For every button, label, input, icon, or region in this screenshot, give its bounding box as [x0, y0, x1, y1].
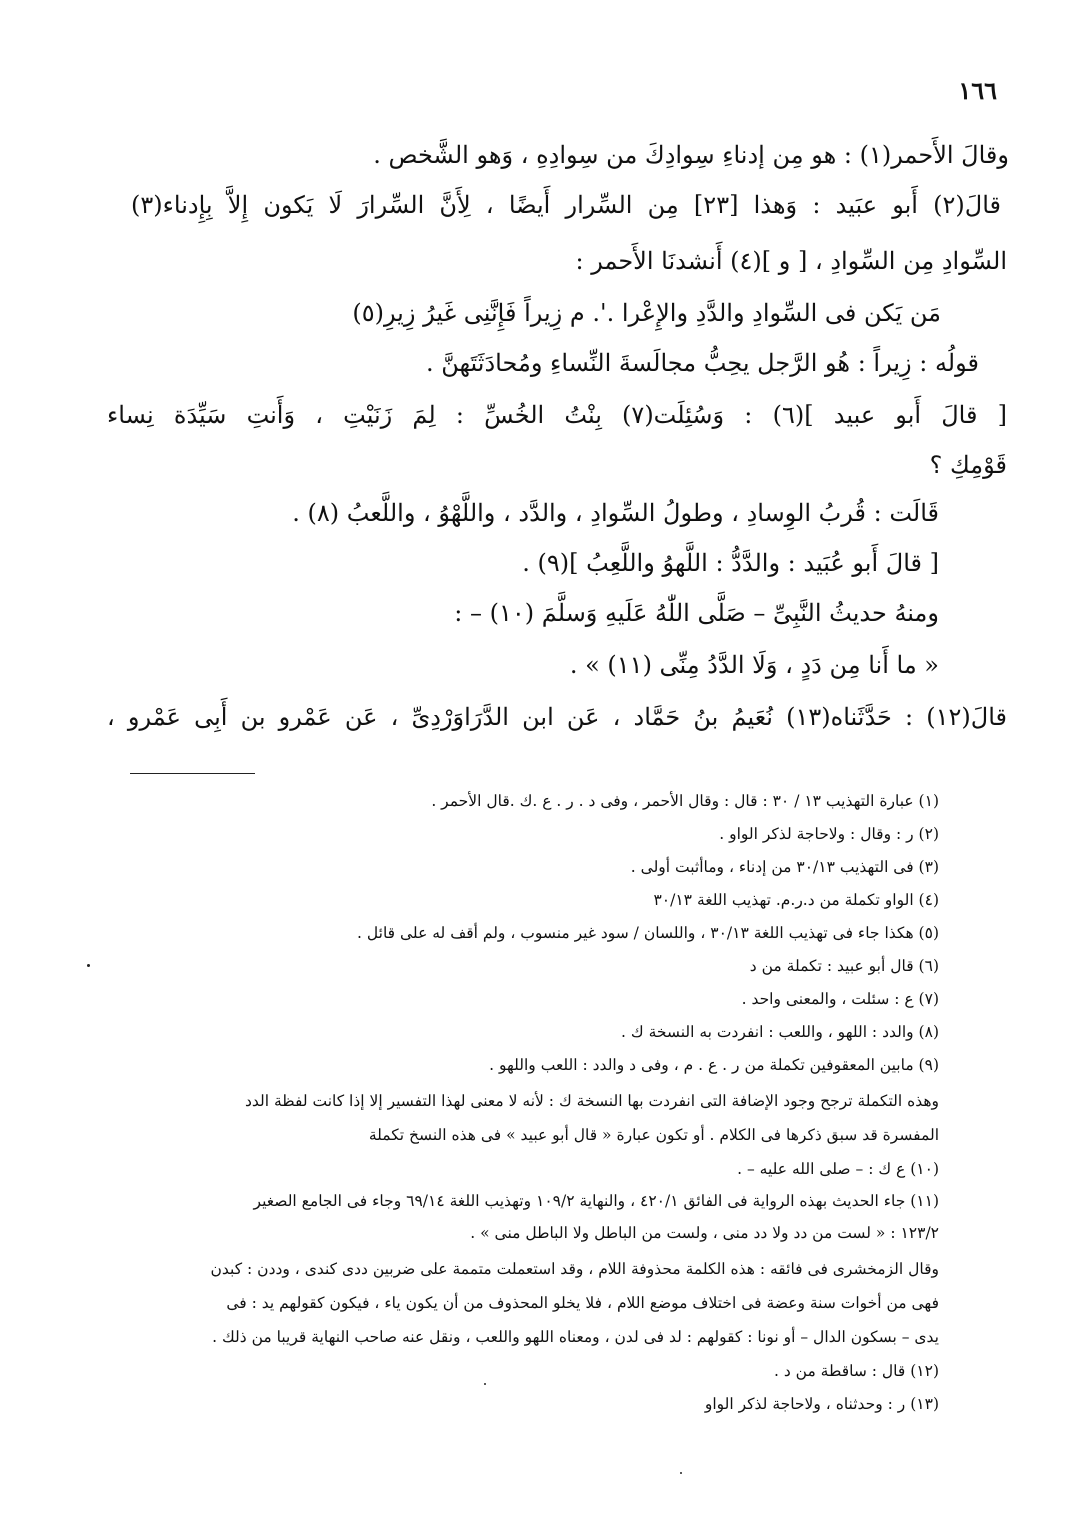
scan-speck	[87, 964, 90, 967]
page-number: ١٦٦	[958, 76, 997, 105]
footnote-separator	[130, 773, 255, 774]
footnote-4: (٤) الواو تكملة من د.ر.م. تهذيب اللغة ٣٠/١٣	[653, 891, 939, 909]
footnote-9: (٩) مابين المعقوفين تكملة من ر . ع . م ، وفى د والدد : اللعب واللهو .	[489, 1056, 939, 1074]
scan-speck	[680, 1472, 682, 1474]
footnote-5: (٥) هكذا جاء فى تهذيب اللغة ٣٠/١٣ ، واللسان / سود غير منسوب ، ولم أقف له على قائل .	[357, 924, 939, 942]
footnote-11: (١١) جاء الحديث بهذه الرواية فى الفائق ٤٢٠/١ ، والنهاية ١٠٩/٢ وتهذيب اللغة ٦٩/١٤ وجاء فى الجامع الصغير	[253, 1192, 939, 1210]
scan-speck	[484, 1383, 486, 1385]
body-line-12: قالَ(١٢) : حَدَّثَناه(١٣) نُعَيمُ بنُ حَمَّاد ، عَن ابن الدَّرَاوَرْدِىِّ ، عَن عَمْرو بن أَبِى عَمْرو ،	[107, 703, 1007, 731]
footnote-11-note-b: فهى من أخوات سنة وعضة فى اختلاف موضع اللام ، فلا يخلو المحذوف من أن يكون ياء ، فيكون كقولهم يد : فى	[226, 1294, 939, 1312]
body-line-3: السِّوادِ مِن السِّوادِ ، [ و ](٤) أَنشدنَا الأَحمر :	[575, 247, 1007, 275]
body-line-8: قَالَت : قُربُ الوِسادِ ، وطولُ السِّوادِ ، والدَّد ، واللَّهْوُ ، واللَّعبُ (٨) .	[292, 499, 939, 527]
footnote-11-note-a: وقال الزمخشرى فى فائقه : هذه الكلمة محذوفة اللام ، وقد استعملت متممة على ضربين ددى كندى ، وددن : كبدن	[210, 1260, 939, 1278]
footnote-6: (٦) قال أبو عبيد : تكملة من د	[749, 957, 939, 975]
hadith-line: « ما أَنا مِن دَدٍ ، وَلَا الدَّدُ مِنِّى (١١) » .	[569, 651, 939, 679]
body-line-5: قولُه : زِيراً : هُو الرَّجل يحِبُّ مجالَسةَ النِّساءِ ومُحادَثَتَهنَّ .	[425, 349, 979, 377]
footnote-13: (١٣) ر : وحدثناه ، ولاحاجة لذكر الواو	[704, 1395, 939, 1413]
footnote-11-note-c: يدى – بسكون الدال – أو نونا : كقولهم : لد فى لدن ، ومعناه اللهو واللعب ، ونقل عنه صاحب النهاية قريبا من ذلك .	[212, 1328, 939, 1346]
footnote-10: (١٠) ع ك : – صلى الله عليه – .	[737, 1160, 939, 1178]
verse-line: مَن يَكن فى السِّوادِ والدَّدِ والإِعْرا .'. م زِيراً فَإِنَّنِى غَيرُ زِيرِ(٥)	[352, 299, 941, 327]
footnote-9-note-b: المفسرة قد سبق ذكرها فى الكلام . أو تكون عبارة « قال أبو عبيد » فى هذه النسخ تكملة	[368, 1126, 939, 1144]
body-line-1: وقالَ الأَحمر(١) : هو مِن إدناءِ سِوادِكَ من سِوادِهِ ، وَهو الشَّخص .	[373, 141, 1009, 169]
footnote-8: (٨) والدد : اللهو ، واللعب : انفردت به النسخة ك .	[621, 1023, 939, 1041]
footnote-9-note-a: وهذه التكملة ترجح وجود الإضافة التى انفردت بها النسخة ك : لأنه لا معنى لهذا التفسير إلا إذا كانت لفظة الدد	[244, 1092, 939, 1110]
body-line-7: قَوْمِكِ ؟	[929, 451, 1007, 479]
footnote-12: (١٢) قال : ساقطة من د .	[773, 1362, 939, 1380]
footnote-3: (٣) فى التهذيب ٣٠/١٣ من إدناء ، وماأثبت أولى .	[630, 858, 939, 876]
footnote-1: (١) عبارة التهذيب ١٣ / ٣٠ : قال : وقال الأحمر ، وفى د . ر . ع .ك .قال الأحمر .	[431, 792, 939, 810]
body-line-6: [ قالَ أَبو عبيد ](٦) : وَسُئِلَت(٧) بِنْتُ الخُسِّ : لِمَ زَنَيْتِ ، وَأَنتِ سَيِّدَة نِساء	[107, 401, 1007, 429]
footnote-11-cont: ١٢٣/٢ : « لست من دد ولا دد منى ، ولست من الباطل ولا الباطل منى » .	[470, 1224, 939, 1242]
footnote-7: (٧) ع : سئلت ، والمعنى واحد .	[741, 990, 939, 1008]
body-line-9: [ قالَ أَبو عُبَيد : والدَّدُّ : اللَّهوُ واللَّعِبُ ](٩) .	[522, 549, 939, 577]
body-line-10: ومنهُ حديثُ النَّبِىِّ – صَلَّى اللّٰهُ عَلَيهِ وَسلَّمَ (١٠) – :	[454, 599, 939, 627]
footnote-2: (٢) ر : وقال : ولاحاجة لذكر الواو .	[719, 825, 939, 843]
body-line-2: قالَ(٢) أَبو عبَيد : وَهذا [٢٣] مِن السِّرار أَيضًا ، لِأَنَّ السِّرارَ لَا يَكون إِلاَّ بِإِدناء(٣)	[131, 191, 1001, 219]
